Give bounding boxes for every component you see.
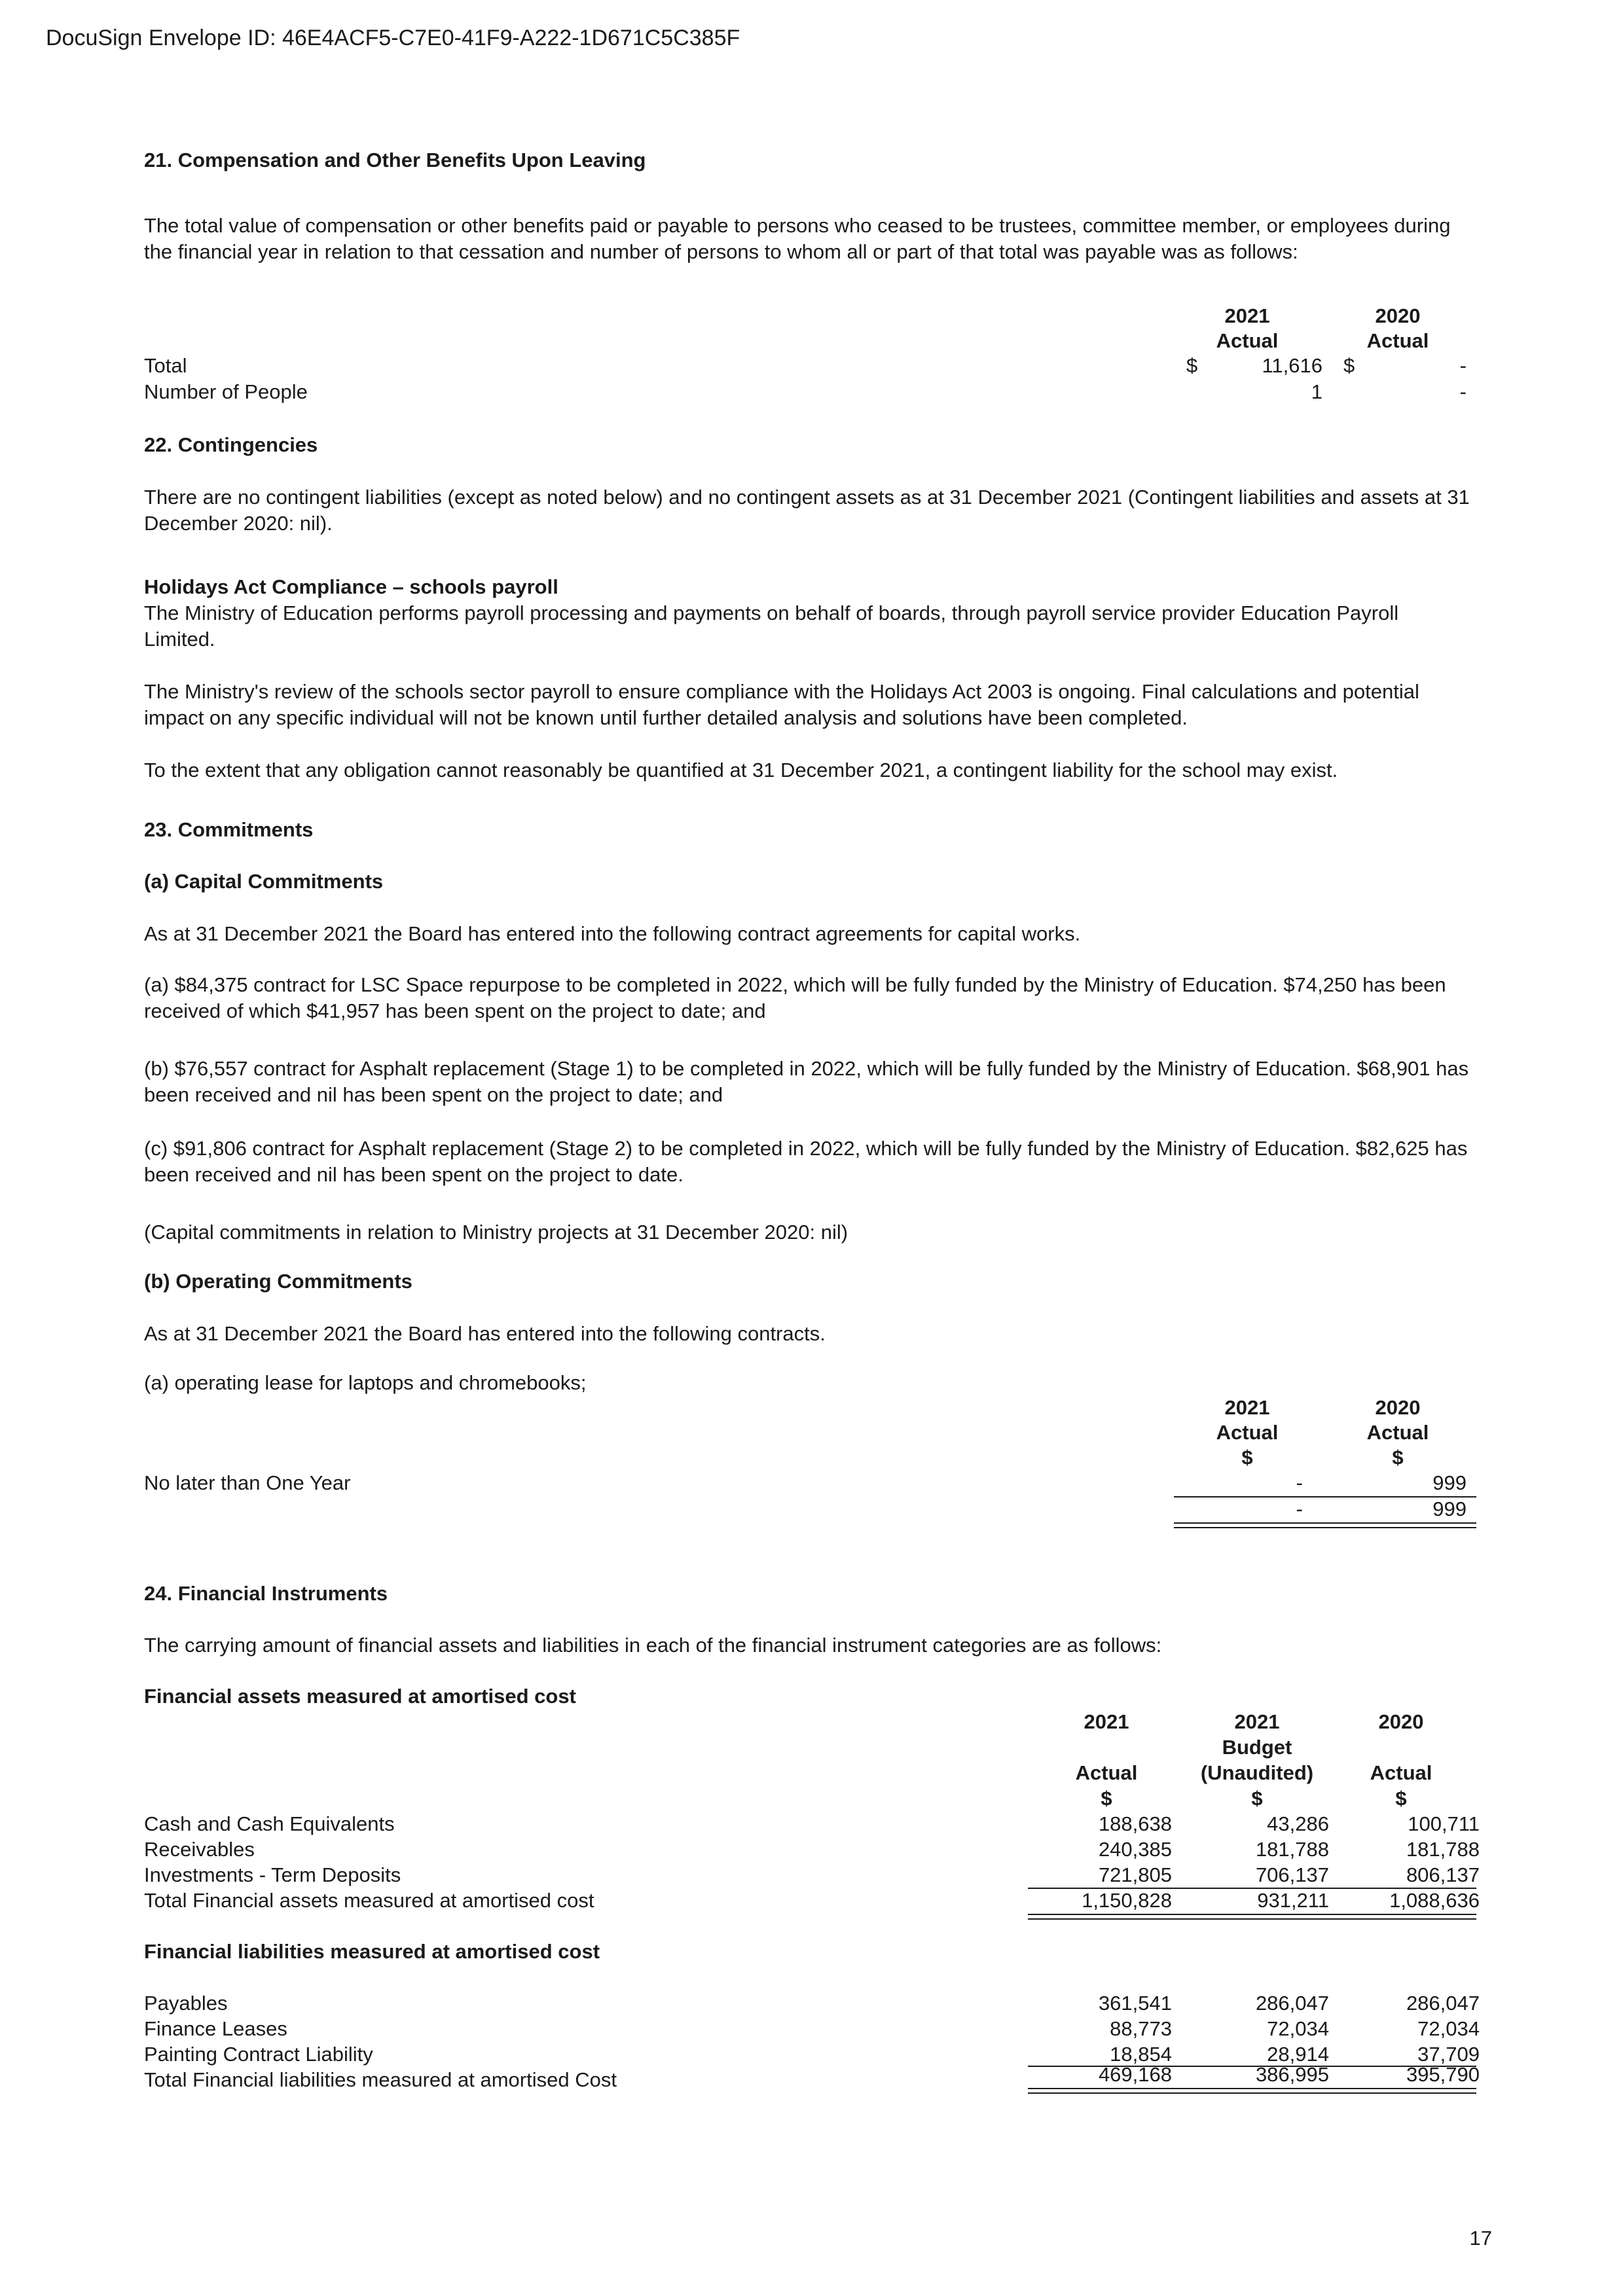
s21-col-2020-label: Actual [1366,329,1429,352]
s24-col1-year: 2021 [1084,1710,1129,1733]
operating-lease-item: (a) operating lease for laptops and chromebooks; [144,1371,587,1394]
section-21-heading: 21. Compensation and Other Benefits Upon Leaving [144,149,646,171]
asset-row-2021-actual: 240,385 [1098,1838,1172,1861]
section-22-paragraph-2: The Ministry of Education performs payroll processing and payments on behalf of boards, through payroll service provider Education Payroll Limited. [144,601,1399,651]
liability-row-2020-actual: 286,047 [1406,1992,1480,2015]
liabilities-total-double-rule-1 [1028,2088,1476,2089]
assets-total-2020-actual: 1,088,636 [1389,1889,1480,1912]
page-number: 17 [1469,2227,1492,2250]
asset-row-2021-budget: 706,137 [1255,1863,1329,1886]
s23-total-2021: - [1296,1498,1303,1520]
s24-col2-currency: $ [1251,1787,1263,1810]
liability-row-2020-actual: 37,709 [1417,2043,1480,2066]
s23-row-2020: 999 [1432,1471,1467,1494]
asset-row-2021-actual: 188,638 [1098,1812,1172,1835]
asset-row-2021-budget: 43,286 [1267,1812,1329,1835]
s23-col-2021-label: Actual [1216,1421,1279,1444]
s23-col-2021-currency: $ [1241,1446,1253,1469]
section-22-heading: 22. Contingencies [144,433,318,456]
liability-row-2021-budget: 28,914 [1267,2043,1329,2066]
s21-col-2020-year: 2020 [1375,304,1421,327]
asset-row-label: Investments - Term Deposits [144,1863,401,1886]
s24-col3-currency: $ [1395,1787,1407,1810]
liabilities-total-2021-actual: 469,168 [1098,2063,1172,2086]
s21-currency-2021: $ [1186,354,1198,377]
asset-row-2020-actual: 100,711 [1408,1812,1480,1835]
s21-col-2021-label: Actual [1216,329,1279,352]
capital-commitment-c: (c) $91,806 contract for Asphalt replacement (Stage 2) to be completed in 2022, which will be fully funded by the Ministry of Education. $82,625 has been received and nil has been spent on the project to date. [144,1137,1468,1186]
section-23-heading: 23. Commitments [144,818,314,841]
capital-commitment-a: (a) $84,375 contract for LSC Space repurpose to be completed in 2022, which will be fully funded by the Ministry of Education. $74,250 has been received of which $41,957 has been spent on the project to date; and [144,973,1446,1022]
liabilities-total-double-rule-2 [1028,2092,1476,2094]
s24-col3-label: Actual [1370,1761,1432,1784]
liability-row-2021-budget: 72,034 [1267,2017,1329,2040]
capital-commitments-note: (Capital commitments in relation to Ministry projects at 31 December 2020: nil) [144,1221,848,1244]
s23-col-2020-label: Actual [1366,1421,1429,1444]
operating-commitments-intro: As at 31 December 2021 the Board has entered into the following contracts. [144,1322,826,1345]
capital-commitments-heading: (a) Capital Commitments [144,870,384,893]
liabilities-total-label: Total Financial liabilities measured at amortised Cost [144,2068,617,2091]
s23-total-double-rule-2 [1174,1527,1476,1528]
s23-col-2021-year: 2021 [1224,1396,1270,1419]
s21-row-total-label: Total [144,354,187,377]
financial-liabilities-heading: Financial liabilities measured at amortised cost [144,1940,600,1963]
liability-row-2020-actual: 72,034 [1417,2017,1480,2040]
s23-total-double-rule-1 [1174,1522,1476,1524]
liability-row-label: Finance Leases [144,2017,287,2040]
capital-commitments-intro: As at 31 December 2021 the Board has entered into the following contract agreements for capital works. [144,922,1081,945]
s21-row-people-2021: 1 [1311,380,1322,403]
section-22-paragraph-4: To the extent that any obligation cannot reasonably be quantified at 31 December 2021, a contingent liability for the school may exist. [144,759,1338,781]
s23-row-2021: - [1296,1471,1303,1494]
assets-total-double-rule-1 [1028,1914,1476,1915]
asset-row-label: Cash and Cash Equivalents [144,1812,395,1835]
asset-row-2020-actual: 181,788 [1406,1838,1480,1861]
section-22-paragraph-3: The Ministry's review of the schools sector payroll to ensure compliance with the Holidays Act 2003 is ongoing. Final calculations and potential impact on any specific individual will not be known until further detailed analysis and solutions have been completed. [144,680,1419,729]
liability-row-2021-budget: 286,047 [1255,1992,1329,2015]
liability-row-label: Payables [144,1992,228,2015]
liability-row-label: Painting Contract Liability [144,2043,373,2066]
s24-col2-year: 2021 [1234,1710,1280,1733]
s21-currency-2020: $ [1343,354,1355,377]
section-21-paragraph: The total value of compensation or other benefits paid or payable to persons who ceased to be trustees, committee member, or employees during the financial year in relation to that cessation and number of persons to whom all or part of that total was payable was as follows: [144,214,1451,263]
liabilities-total-2020-actual: 395,790 [1406,2063,1480,2086]
s21-row-people-2020: - [1459,380,1467,403]
assets-total-2021-budget: 931,211 [1257,1889,1329,1912]
asset-row-2020-actual: 806,137 [1406,1863,1480,1886]
s21-row-people-label: Number of People [144,380,308,403]
s24-col1-currency: $ [1101,1787,1112,1810]
holidays-act-subheading: Holidays Act Compliance – schools payroll [144,575,558,598]
s23-col-2020-currency: $ [1392,1446,1404,1469]
s24-col2-unaudited: (Unaudited) [1200,1761,1314,1784]
s23-col-2020-year: 2020 [1375,1396,1421,1419]
assets-total-double-rule-2 [1028,1918,1476,1920]
s24-col2-budget: Budget [1222,1736,1292,1759]
assets-total-2021-actual: 1,150,828 [1082,1889,1172,1912]
liability-row-2021-actual: 18,854 [1110,2043,1172,2066]
liability-row-2021-actual: 361,541 [1098,1992,1172,2015]
operating-commitments-heading: (b) Operating Commitments [144,1270,412,1293]
financial-assets-heading: Financial assets measured at amortised cost [144,1685,576,1708]
assets-total-label: Total Financial assets measured at amortised cost [144,1889,594,1912]
s24-col1-label: Actual [1075,1761,1138,1784]
section-24-heading: 24. Financial Instruments [144,1582,388,1605]
section-22-paragraph-1: There are no contingent liabilities (except as noted below) and no contingent assets as at 31 December 2021 (Contingent liabilities and assets at 31 December 2020: nil). [144,486,1470,535]
asset-row-2021-actual: 721,805 [1098,1863,1172,1886]
envelope-id: DocuSign Envelope ID: 46E4ACF5-C7E0-41F9-A222-1D671C5C385F [46,26,740,50]
s21-col-2021-year: 2021 [1224,304,1270,327]
s23-total-2020: 999 [1432,1498,1467,1520]
s23-row-label: No later than One Year [144,1471,351,1494]
s21-row-total-2020: - [1459,354,1467,377]
s21-row-total-2021: 11,616 [1262,354,1322,377]
liabilities-total-2021-budget: 386,995 [1255,2063,1329,2086]
s24-col3-year: 2020 [1378,1710,1424,1733]
asset-row-2021-budget: 181,788 [1255,1838,1329,1861]
capital-commitment-b: (b) $76,557 contract for Asphalt replacement (Stage 1) to be completed in 2022, which will be fully funded by the Ministry of Education. $68,901 has been received and nil has been spent on the project to date; and [144,1057,1469,1106]
asset-row-label: Receivables [144,1838,255,1861]
section-24-intro: The carrying amount of financial assets and liabilities in each of the financial instrument categories are as follows: [144,1634,1162,1657]
liability-row-2021-actual: 88,773 [1110,2017,1172,2040]
